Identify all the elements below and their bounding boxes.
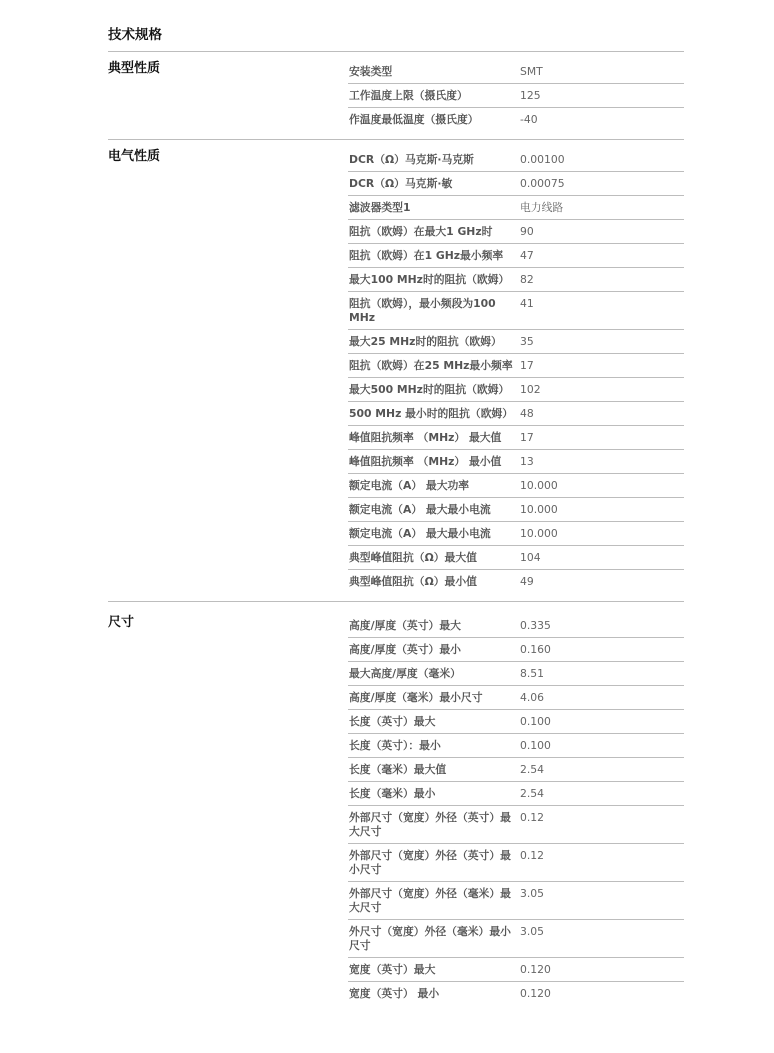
spec-value: -40 xyxy=(520,113,538,126)
spec-label: 高度/厚度（英寸）最大 xyxy=(349,619,461,632)
spec-value: 48 xyxy=(520,407,534,420)
spec-value: 35 xyxy=(520,335,534,348)
spec-row xyxy=(348,402,684,426)
spec-value: SMT xyxy=(520,65,543,78)
spec-value: 8.51 xyxy=(520,667,545,680)
spec-label: 峰值阻抗频率 （MHz） 最大值 xyxy=(349,431,502,444)
section-title: 电气性质 xyxy=(108,149,161,164)
spec-table xyxy=(348,52,684,139)
spec-row xyxy=(348,268,684,292)
spec-value: 13 xyxy=(520,455,534,468)
spec-label: 最大500 MHz时的阻抗（欧姆） xyxy=(349,383,510,396)
spec-row xyxy=(348,450,684,474)
spec-row xyxy=(348,734,684,758)
section-electrical-properties xyxy=(108,140,684,602)
spec-label: 500 MHz 最小时的阻抗（欧姆） xyxy=(349,407,514,420)
spec-label: 作温度最低温度（摄氏度） xyxy=(349,113,479,126)
spec-value: 0.00075 xyxy=(520,177,565,190)
spec-row xyxy=(348,806,684,844)
spec-row xyxy=(348,378,684,402)
spec-value: 10.000 xyxy=(520,503,558,516)
section-title: 尺寸 xyxy=(108,615,135,630)
spec-label: 典型峰值阻抗（Ω）最小值 xyxy=(349,575,477,588)
spec-row xyxy=(348,686,684,710)
spec-label: 外部尺寸（宽度）外径（英寸）最小尺寸 xyxy=(349,849,511,876)
spec-value: 0.160 xyxy=(520,643,551,656)
spec-value: 10.000 xyxy=(520,527,558,540)
spec-row xyxy=(348,758,684,782)
spec-value: 47 xyxy=(520,249,534,262)
spec-row xyxy=(348,662,684,686)
spec-label: 工作温度上限（摄氏度） xyxy=(349,89,468,102)
spec-label: 安装类型 xyxy=(349,65,393,78)
spec-label: 额定电流（A） 最大最小电流 xyxy=(349,503,491,516)
spec-value: 电力线路 xyxy=(520,201,564,214)
spec-row xyxy=(348,196,684,220)
spec-value: 125 xyxy=(520,89,541,102)
spec-row xyxy=(348,474,684,498)
spec-value: 0.100 xyxy=(520,715,551,728)
spec-value: 41 xyxy=(520,297,534,310)
spec-value: 0.00100 xyxy=(520,153,565,166)
spec-value: 0.335 xyxy=(520,619,551,632)
spec-row xyxy=(348,638,684,662)
spec-label: 最大高度/厚度（毫米） xyxy=(349,667,461,680)
spec-label: 长度（英寸）：最小 xyxy=(349,739,441,752)
spec-label: 长度（毫米）最小 xyxy=(349,787,436,800)
spec-label: 阻抗（欧姆）在25 MHz最小频率 xyxy=(349,359,513,372)
spec-sections xyxy=(108,52,684,1013)
spec-row xyxy=(348,498,684,522)
spec-label: 长度（毫米）最大值 xyxy=(349,763,447,776)
spec-label: 最大100 MHz时的阻抗（欧姆） xyxy=(349,273,510,286)
spec-label: 外尺寸（宽度）外径（毫米）最小尺寸 xyxy=(349,925,511,952)
spec-label: 典型峰值阻抗（Ω）最大值 xyxy=(349,551,477,564)
spec-row xyxy=(348,614,684,638)
spec-value: 0.120 xyxy=(520,963,551,976)
spec-value: 2.54 xyxy=(520,787,545,800)
spec-row xyxy=(348,148,684,172)
spec-value: 102 xyxy=(520,383,541,396)
spec-row xyxy=(348,958,684,982)
spec-value: 0.100 xyxy=(520,739,551,752)
spec-label: 长度（英寸）最大 xyxy=(349,715,436,728)
spec-label: 阻抗（欧姆）在1 GHz最小频率 xyxy=(349,249,504,262)
spec-value: 104 xyxy=(520,551,541,564)
spec-value: 10.000 xyxy=(520,479,558,492)
page-title: 技术规格 xyxy=(108,0,684,52)
spec-value: 4.06 xyxy=(520,691,545,704)
spec-value: 0.12 xyxy=(520,811,545,824)
spec-value: 17 xyxy=(520,359,534,372)
spec-label: 额定电流（A） 最大最小电流 xyxy=(349,527,491,540)
spec-row xyxy=(348,570,684,593)
spec-row xyxy=(348,292,684,330)
spec-label: DCR（Ω）马克斯·马克斯 xyxy=(349,153,474,166)
spec-value: 17 xyxy=(520,431,534,444)
spec-row xyxy=(348,982,684,1005)
spec-label: 高度/厚度（英寸）最小 xyxy=(349,643,461,656)
spec-table xyxy=(348,602,684,1013)
section-typical-properties xyxy=(108,52,684,140)
spec-row xyxy=(348,172,684,196)
spec-row xyxy=(348,546,684,570)
spec-label: 滤波器类型1 xyxy=(349,201,411,214)
spec-label: 高度/厚度（毫米）最小尺寸 xyxy=(349,691,483,704)
spec-value: 3.05 xyxy=(520,887,545,900)
section-dimensions xyxy=(108,602,684,1013)
spec-value: 49 xyxy=(520,575,534,588)
spec-row xyxy=(348,108,684,131)
section-title: 典型性质 xyxy=(108,61,161,76)
spec-row xyxy=(348,84,684,108)
spec-row xyxy=(348,220,684,244)
spec-label: 最大25 MHz时的阻抗（欧姆） xyxy=(349,335,502,348)
spec-row xyxy=(348,844,684,882)
spec-row xyxy=(348,710,684,734)
spec-value: 3.05 xyxy=(520,925,545,938)
spec-row xyxy=(348,244,684,268)
spec-label: 外部尺寸（宽度）外径（毫米）最大尺寸 xyxy=(349,887,511,914)
spec-value: 2.54 xyxy=(520,763,545,776)
spec-row xyxy=(348,882,684,920)
spec-value: 82 xyxy=(520,273,534,286)
spec-label: 阻抗（欧姆）在最大1 GHz时 xyxy=(349,225,493,238)
spec-row xyxy=(348,782,684,806)
spec-value: 0.12 xyxy=(520,849,545,862)
spec-row xyxy=(348,426,684,450)
spec-label: 额定电流（A） 最大功率 xyxy=(349,479,470,492)
spec-label: 阻抗（欧姆），最小频段为100 MHz xyxy=(349,297,496,324)
spec-label: 宽度（英寸）最大 xyxy=(349,963,436,976)
spec-table xyxy=(348,140,684,601)
spec-row xyxy=(348,330,684,354)
spec-row xyxy=(348,60,684,84)
spec-label: 峰值阻抗频率 （MHz） 最小值 xyxy=(349,455,502,468)
spec-label: DCR（Ω）马克斯·敏 xyxy=(349,177,453,190)
specs-container xyxy=(108,0,684,1013)
spec-row xyxy=(348,920,684,958)
spec-row xyxy=(348,354,684,378)
spec-label: 宽度（英寸） 最小 xyxy=(349,987,440,1000)
spec-row xyxy=(348,522,684,546)
spec-label: 外部尺寸（宽度）外径（英寸）最大尺寸 xyxy=(349,811,511,838)
spec-value: 90 xyxy=(520,225,534,238)
spec-value: 0.120 xyxy=(520,987,551,1000)
